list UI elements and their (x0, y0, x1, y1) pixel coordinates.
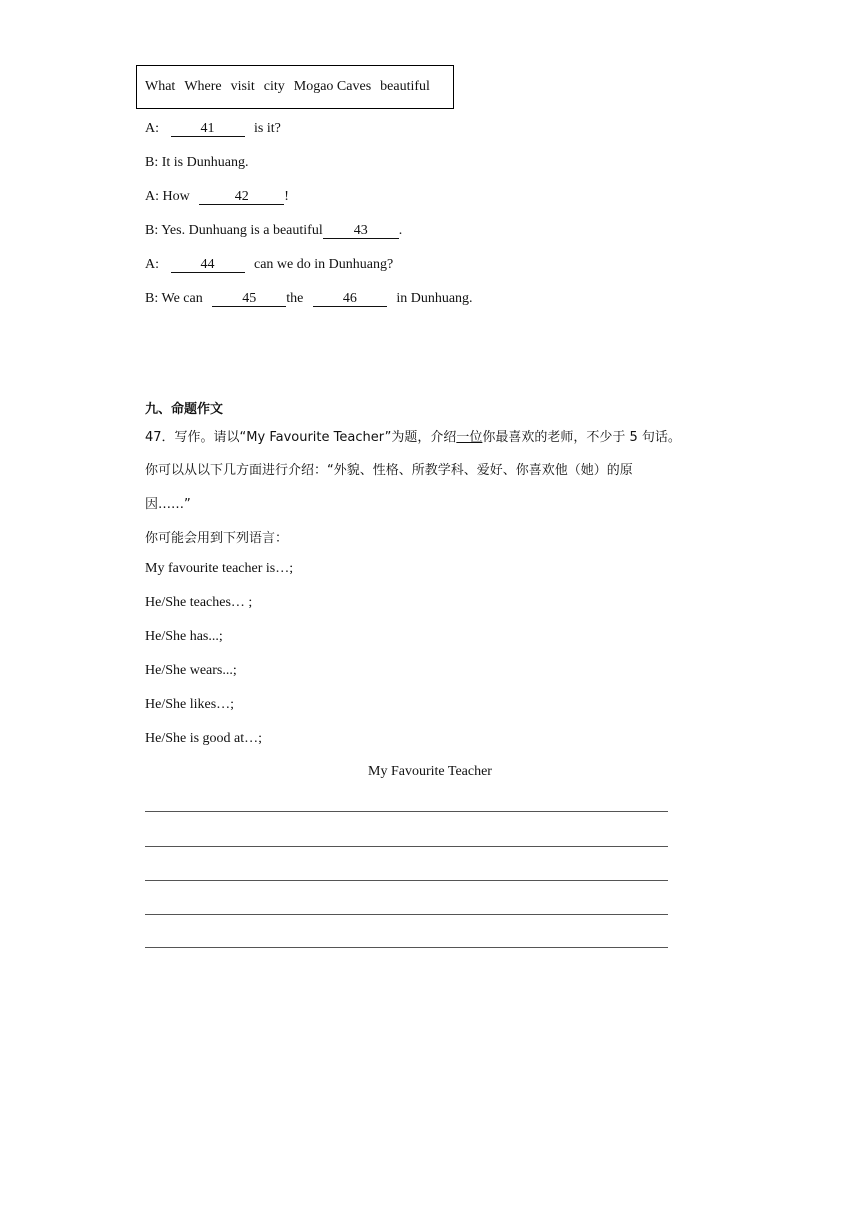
phrase-item: He/She has...; (145, 629, 223, 644)
writing-line[interactable] (145, 846, 668, 847)
phrase-item: He/She teaches… ; (145, 595, 253, 610)
dialogue-line-5: A: 44 can we do in Dunhuang? (145, 257, 394, 272)
dialogue-line-4: B: Yes. Dunhuang is a beautiful 43 . (145, 223, 403, 238)
phrase-item: My favourite teacher is…; (145, 561, 294, 576)
word-bank-item: beautiful (380, 79, 430, 94)
essay-title: My Favourite Teacher (368, 764, 492, 779)
blank-45[interactable]: 45 (212, 292, 286, 307)
dialogue-line-2: B: It is Dunhuang. (145, 155, 249, 170)
word-bank-item: Mogao Caves (293, 79, 372, 94)
writing-line[interactable] (145, 947, 668, 948)
section-title: 九、命题作文 (145, 402, 224, 417)
blank-41[interactable]: 41 (171, 122, 245, 137)
blank-44[interactable]: 44 (171, 258, 245, 273)
question-47: 47．写作。请以“My Favourite Teacher”为题，介绍一位你最喜欢的老师，不少于 5 句话。 (145, 430, 681, 445)
phrase-item: He/She is good at…; (145, 731, 263, 746)
dialogue-line-6: B: We can 45 the 46 in Dunhuang. (145, 291, 473, 306)
word-bank-box (136, 65, 454, 109)
question-47-line-3: 因……” (145, 497, 191, 512)
word-bank-item: visit (230, 79, 255, 94)
word-bank-item: Where (184, 79, 222, 94)
writing-line[interactable] (145, 914, 668, 915)
dialogue-line-1: A: 41 is it? (145, 121, 281, 136)
blank-43[interactable]: 43 (323, 224, 399, 239)
blank-46[interactable]: 46 (313, 292, 387, 307)
phrase-item: He/She wears...; (145, 663, 237, 678)
dialogue-line-3: A: How 42 ! (145, 189, 289, 204)
question-47-line-2: 你可以从以下几方面进行介绍：“外貌、性格、所教学科、爱好、你喜欢他（她）的原 (145, 463, 633, 478)
writing-line[interactable] (145, 880, 668, 881)
writing-line[interactable] (145, 811, 668, 812)
phrase-item: He/She likes…; (145, 697, 235, 712)
blank-42[interactable]: 42 (199, 190, 284, 205)
language-hint: 你可能会用到下列语言： (145, 531, 289, 546)
word-bank-item: What (145, 79, 176, 94)
word-bank-item: city (263, 79, 285, 94)
